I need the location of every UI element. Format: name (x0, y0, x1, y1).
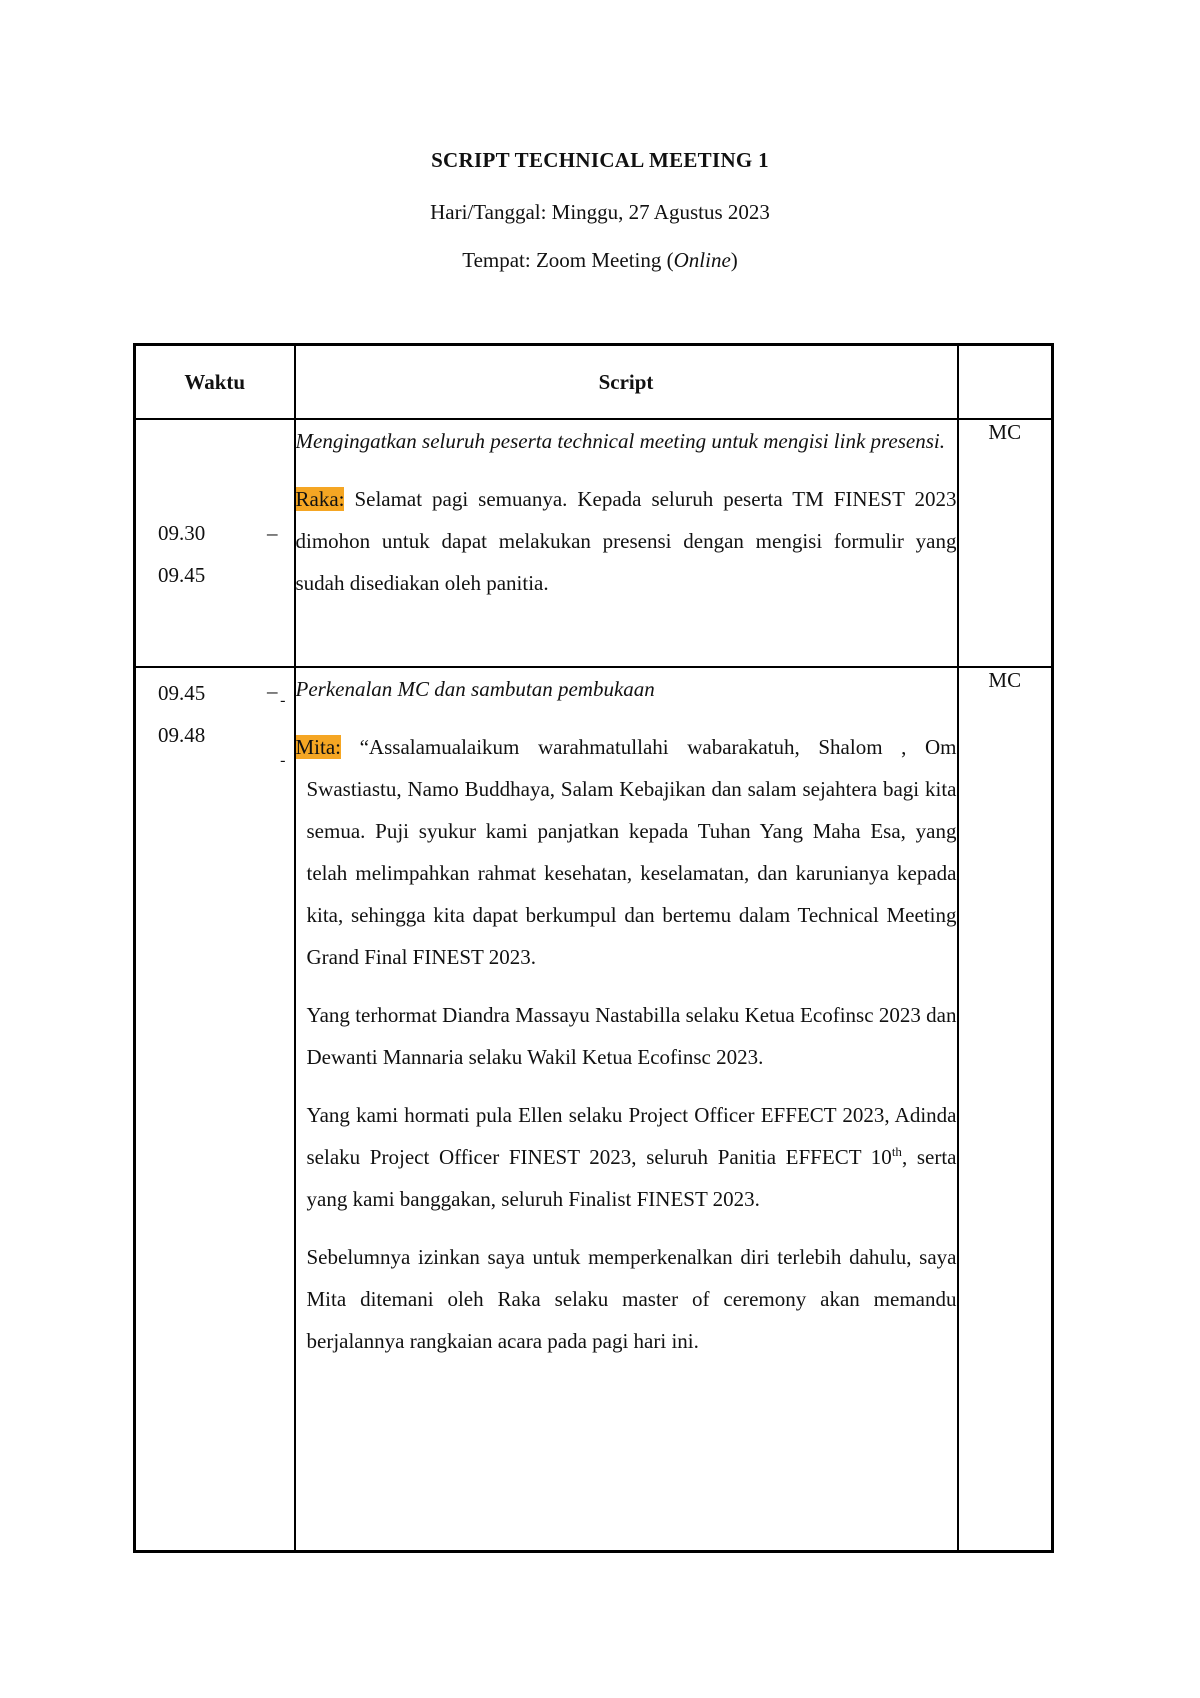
date-line: Hari/Tanggal: Minggu, 27 Agustus 2023 (430, 200, 770, 224)
script-cell (295, 419, 958, 667)
dialogue-paragraph (307, 1094, 957, 1220)
time-dash: – (267, 521, 278, 545)
instruction-text: Mengingatkan seluruh peserta technical meeting untuk mengisi link presensi. (295, 429, 946, 453)
time-end: 09.48 (158, 723, 206, 747)
role-cell: MC (958, 667, 1053, 1552)
time-dash-small: - (280, 692, 286, 709)
time-dash-small: - (280, 752, 286, 769)
dialogue-text: Selamat pagi semuanya. Kepada seluruh peserta TM FINEST 2023 dimohon untuk dapat melakukan presensi dengan mengisi formulir yang sudah disediakan oleh panitia. (295, 487, 957, 595)
place-prefix: Tempat: Zoom Meeting ( (462, 248, 674, 272)
place-italic: Online (673, 248, 731, 272)
dialogue-paragraph: Yang terhormat Diandra Massayu Nastabilla selaku Ketua Ecofinsc 2023 dan Dewanti Mannaria selaku Wakil Ketua Ecofinsc 2023. (306, 1003, 957, 1069)
superscript: th (891, 1144, 902, 1159)
header-waktu: Waktu (135, 345, 295, 420)
table-row (135, 419, 1053, 667)
document-title: SCRIPT TECHNICAL MEETING 1 (431, 148, 769, 172)
dialogue-body (296, 726, 957, 1362)
time-cell (135, 419, 295, 667)
time-start: 09.30 (158, 521, 206, 545)
dialogue-text: Yang kami hormati pula Ellen selaku Project Officer EFFECT 2023, Adinda selaku Project Officer FINEST 2023, seluruh Panitia EFFECT 10 (306, 1103, 957, 1169)
dialogue-paragraph (296, 478, 957, 604)
time-cell (135, 667, 295, 1552)
header-script: Script (295, 345, 958, 420)
script-table (133, 343, 1054, 1553)
table-row (135, 667, 1053, 1552)
instruction-text: Perkenalan MC dan sambutan pembukaan (295, 677, 655, 701)
place-suffix: ) (730, 248, 738, 272)
speaker-label: Raka: (295, 487, 345, 511)
time-dash: – (267, 679, 278, 703)
script-cell (295, 667, 958, 1552)
table-header-row (135, 345, 1053, 420)
speaker-label: Mita: (295, 735, 341, 759)
time-start: 09.45 (158, 681, 206, 705)
dialogue-paragraph: Sebelumnya izinkan saya untuk memperkenalkan diri terlebih dahulu, saya Mita ditemani oleh Raka selaku master of ceremony akan memandu berjalannya rangkaian acara pada pagi hari ini. (306, 1245, 957, 1353)
header-role (958, 345, 1053, 420)
place-line (0, 248, 1200, 273)
time-end: 09.45 (158, 563, 206, 587)
role-cell: MC (958, 419, 1053, 667)
dialogue-text: , serta yang kami banggakan, seluruh Finalist FINEST 2023. (306, 1145, 957, 1211)
dialogue-text: “Assalamualaikum warahmatullahi wabarakatuh, Shalom , Om Swastiastu, Namo Buddhaya, Salam Kebajikan dan salam sejahtera bagi kita semua. Puji syukur kami panjatkan kepada Tuhan Yang Maha Esa, yang telah melimpahkan rahmat kesehatan, keselamatan, dan karunianya kepada kita, sehingga kita dapat berkumpul dan bertemu dalam Technical Meeting Grand Final FINEST 2023. (306, 735, 957, 969)
dialogue-paragraph (295, 726, 957, 978)
